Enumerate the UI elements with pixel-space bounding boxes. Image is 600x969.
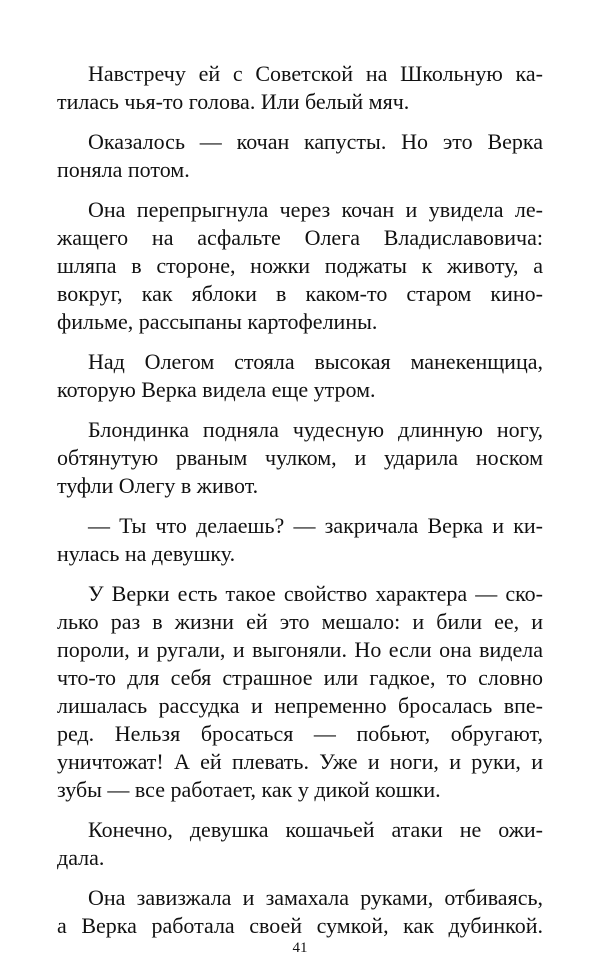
text-line: ред. Нельзя бросаться — побьют, обругают, (57, 721, 543, 746)
text-line: Она завизжала и замахала руками, отбиваясь, (88, 885, 543, 910)
text-line: лько раз в жизни ей это мешало: и били ее, и (57, 609, 543, 634)
text-line: уничтожат! А ей плевать. Уже и ноги, и руки, и (57, 749, 543, 774)
text-line: вокруг, как яблоки в каком-то старом кино- (57, 281, 543, 306)
text-line: а Верка работала своей сумкой, как дубинкой. (57, 913, 543, 938)
paragraph (57, 128, 543, 184)
text-line: Навстречу ей с Советской на Школьную ка- (88, 61, 543, 86)
page-number: 41 (292, 940, 308, 956)
text-line: обтянутую рваным чулком, и ударила носком (57, 445, 543, 470)
paragraph (57, 416, 543, 500)
paragraph (57, 884, 543, 940)
text-line: фильме, рассыпаны картофелины. (57, 309, 378, 334)
paragraph (57, 348, 543, 404)
text-line: лишалась рассудка и непременно бросалась впе- (57, 693, 543, 718)
text-line: дала. (57, 845, 105, 870)
text-line: поняла потом. (57, 157, 190, 182)
paragraph (57, 580, 543, 804)
text-line: Блондинка подняла чудесную длинную ногу, (88, 417, 543, 442)
text-line: — Ты что делаешь? — закричала Верка и ки- (88, 513, 543, 538)
text-line: Она перепрыгнула через кочан и увидела ле- (88, 197, 543, 222)
text-line: что-то для себя страшное или гадкое, то словно (57, 665, 543, 690)
text-line: которую Верка видела еще утром. (57, 377, 376, 402)
paragraph (57, 60, 543, 116)
text-line: пороли, и ругали, и выгоняли. Но если она видела (57, 637, 543, 662)
paragraph (57, 816, 543, 872)
text-line: тилась чья-то голова. Или белый мяч. (57, 89, 410, 114)
text-line: шляпа в стороне, ножки поджаты к животу, а (57, 253, 543, 278)
paragraph (57, 196, 543, 336)
text-line: У Верки есть такое свойство характера — ско- (88, 581, 543, 606)
text-line: Оказалось — кочан капусты. Но это Верка (88, 129, 543, 154)
paragraph (57, 512, 543, 568)
text-line: Над Олегом стояла высокая манекенщица, (88, 349, 543, 374)
text-line: зубы — все работает, как у дикой кошки. (57, 777, 441, 802)
text-line: жащего на асфальте Олега Владиславовича: (57, 225, 543, 250)
body-text (57, 60, 543, 952)
text-line: Конечно, девушка кошачьей атаки не ожи- (88, 817, 543, 842)
text-line: нулась на девушку. (57, 541, 236, 566)
text-line: туфли Олегу в живот. (57, 473, 259, 498)
